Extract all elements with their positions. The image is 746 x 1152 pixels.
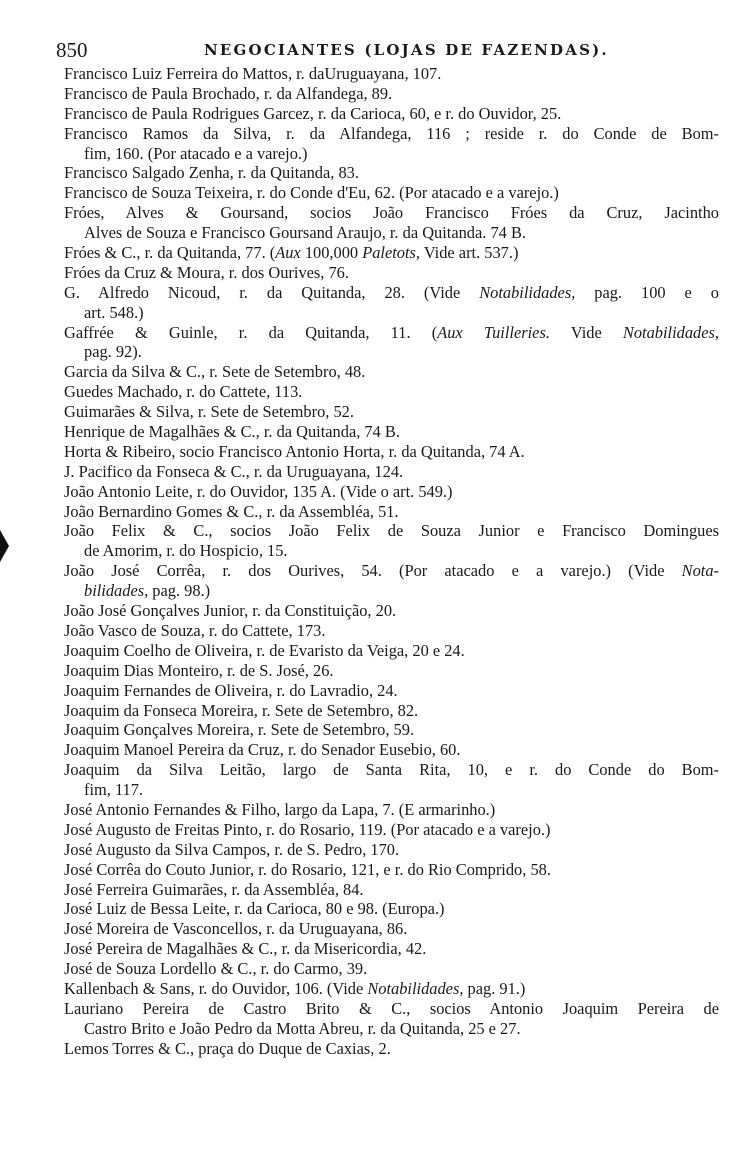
entry-text: José Moreira de Vasconcellos, r. da Uruguayana, 86. [64,919,408,939]
entry-text: José Pereira de Magalhães & C., r. da Misericordia, 42. [64,939,427,959]
entry-line [64,402,719,422]
entry-text: Joaquim Dias Monteiro, r. de S. José, 26. [64,660,334,680]
entry-line [64,840,719,860]
entry-line [64,442,719,462]
entry-line [64,999,719,1019]
directory-entry [64,283,719,323]
directory-entry [64,760,719,800]
entry-line [64,521,719,541]
entry-text: José Augusto de Freitas Pinto, r. do Rosario, 119. (Por atacado e a varejo.) [64,819,551,839]
directory-entry [64,720,719,740]
entry-line [64,163,719,183]
directory-entry [64,999,719,1039]
entry-line [64,701,719,721]
entry-continuation-line [64,223,719,243]
entry-line [64,362,719,382]
italic-text: Paletots, [362,243,421,263]
entry-line [64,502,719,522]
entry-text: pag. 100 e o [575,282,719,302]
directory-entry [64,899,719,919]
directory-entry [64,84,719,104]
italic-text: Notabilidades, [479,282,576,302]
entry-line [64,1039,719,1059]
entry-line [64,462,719,482]
entry-continuation-line [64,303,719,323]
entry-line [64,959,719,979]
directory-entry [64,701,719,721]
entry-line [64,919,719,939]
entry-text: Lauriano Pereira de Castro Brito & C., socios Antonio Joaquim Pereira de [64,998,719,1018]
entry-line [64,104,719,124]
entry-line [64,681,719,701]
directory-entry [64,820,719,840]
directory-entry [64,1039,719,1059]
entry-continuation-line [64,144,719,164]
directory-entry [64,183,719,203]
entry-text: Henrique de Magalhães & C., r. da Quitanda, 74 B. [64,422,400,442]
directory-entry [64,442,719,462]
entry-line [64,422,719,442]
page-header [56,38,718,64]
directory-entry [64,979,719,999]
entry-line [64,621,719,641]
directory-entry [64,561,719,601]
entry-text: Joaquim da Silva Leitão, largo de Santa Rita, 10, e r. do Conde do Bom- [64,760,719,780]
directory-entry [64,382,719,402]
entry-text: Joaquim Gonçalves Moreira, r. Sete de Setembro, 59. [64,720,415,740]
italic-text: bilidades, [84,581,149,601]
entry-line [64,860,719,880]
entry-continuation-line [64,780,719,800]
entry-line [64,382,719,402]
entry-text: Gaffrée & Guinle, r. da Quitanda, 11. ( [64,322,438,342]
entry-text: Vide [549,322,623,342]
entry-text: pag. 91.) [463,978,526,998]
directory-entry [64,681,719,701]
directory-entry [64,402,719,422]
entry-text: José Augusto da Silva Campos, r. de S. Pedro, 170. [64,839,400,859]
entry-continuation-line [64,342,719,362]
entry-text: Joaquim Manoel Pereira da Cruz, r. do Senador Eusebio, 60. [64,740,461,760]
entry-continuation-line [64,1019,719,1039]
entry-text: Kallenbach & Sans, r. do Ouvidor, 106. (Vide [64,978,368,998]
directory-entry [64,163,719,183]
directory-entry [64,641,719,661]
entry-line [64,283,719,303]
entry-text: Joaquim Coelho de Oliveira, r. de Evaristo da Veiga, 20 e 24. [64,640,465,660]
entry-text: João Vasco de Souza, r. do Cattete, 173. [64,620,326,640]
entry-line [64,720,719,740]
entry-line [64,561,719,581]
entry-text: Fróes & C., r. da Quitanda, 77. ( [64,243,276,263]
entry-continuation-line [64,581,719,601]
directory-entry [64,880,719,900]
entry-line [64,601,719,621]
directory-entry [64,840,719,860]
directory-entry [64,104,719,124]
entry-text: Horta & Ribeiro, socio Francisco Antonio Horta, r. da Quitanda, 74 A. [64,441,525,461]
directory-entry [64,740,719,760]
entry-text: José Ferreira Guimarães, r. da Assembléa, 84. [64,879,364,899]
italic-text: Aux Tuilleries. [437,322,550,342]
italic-text: Notabilidades, [622,322,719,342]
entry-text: de Amorim, r. do Hospicio, 15. [84,541,288,561]
entry-line [64,243,719,263]
entry-text: Guedes Machado, r. do Cattete, 113. [64,382,303,402]
scan-margin-mark [0,530,9,562]
entry-line [64,880,719,900]
directory-entry [64,621,719,641]
entry-text: art. 548.) [84,302,144,322]
entry-line [64,482,719,502]
entry-line [64,84,719,104]
directory-entry [64,601,719,621]
italic-text: Aux [275,243,301,263]
entry-text: José Luiz de Bessa Leite, r. da Carioca, 80 e 98. (Europa.) [64,899,445,919]
entry-text: Fróes da Cruz & Moura, r. dos Ourives, 76. [64,262,349,282]
entry-line [64,760,719,780]
directory-entry [64,521,719,561]
directory-entry [64,939,719,959]
entry-text: 100,000 [300,243,363,263]
entry-text: Joaquim da Fonseca Moreira, r. Sete de Setembro, 82. [64,700,419,720]
entry-text: Francisco Salgado Zenha, r. da Quitanda, 83. [64,163,359,183]
entry-text: Francisco de Souza Teixeira, r. do Conde d'Eu, 62. (Por atacado e a varejo.) [64,183,559,203]
entry-text: Joaquim Fernandes de Oliveira, r. do Lavradio, 24. [64,680,398,700]
entry-text: fim, 160. (Por atacado e a varejo.) [84,143,308,163]
directory-entry [64,243,719,263]
page-number: 850 [56,38,88,62]
entry-text: fim, 117. [84,780,144,800]
entry-text: João Antonio Leite, r. do Ouvidor, 135 A. (Vide o art. 549.) [64,481,453,501]
entry-line [64,899,719,919]
entry-text: José Antonio Fernandes & Filho, largo da Lapa, 7. (E armarinho.) [64,799,496,819]
entry-line [64,263,719,283]
entry-text: João José Corrêa, r. dos Ourives, 54. (Por atacado e a varejo.) (Vide [64,561,682,581]
entry-text: João Bernardino Gomes & C., r. da Assembléa, 51. [64,501,399,521]
page-title: NEGOCIANTES (LOJAS DE FAZENDAS). [204,41,609,59]
entry-text: João Felix & C., socios João Felix de Souza Junior e Francisco Domingues [64,521,719,541]
entry-text: pag. 92). [84,342,142,362]
directory-entry [64,203,719,243]
entry-text: Guimarães & Silva, r. Sete de Setembro, 52. [64,402,354,422]
directory-listing [64,64,719,1059]
entry-text: G. Alfredo Nicoud, r. da Quitanda, 28. (Vide [64,282,480,302]
entry-text: João José Gonçalves Junior, r. da Constituição, 20. [64,601,397,621]
entry-line [64,323,719,343]
entry-line [64,979,719,999]
entry-line [64,203,719,223]
italic-text: Notabilidades, [367,978,464,998]
entry-line [64,800,719,820]
directory-entry [64,482,719,502]
entry-text: Francisco Luiz Ferreira do Mattos, r. daUruguayana, 107. [64,64,442,83]
entry-line [64,939,719,959]
entry-continuation-line [64,541,719,561]
directory-entry [64,462,719,482]
directory-entry [64,502,719,522]
entry-text: J. Pacifico da Fonseca & C., r. da Uruguayana, 124. [64,461,404,481]
entry-text: Garcia da Silva & C., r. Sete de Setembro, 48. [64,362,366,382]
entry-text: Fróes, Alves & Goursand, socios João Francisco Fróes da Cruz, Jacintho [64,203,719,223]
directory-entry [64,860,719,880]
entry-line [64,740,719,760]
entry-text: Francisco Ramos da Silva, r. da Alfandega, 116 ; reside r. do Conde de Bom- [64,123,719,143]
directory-entry [64,362,719,382]
entry-text: Castro Brito e João Pedro da Motta Abreu, r. da Quitanda, 25 e 27. [84,1018,521,1038]
directory-entry [64,959,719,979]
entry-text: pag. 98.) [148,581,211,601]
entry-line [64,183,719,203]
entry-text: Francisco de Paula Brochado, r. da Alfandega, 89. [64,83,393,103]
entry-text: José Corrêa do Couto Junior, r. do Rosario, 121, e r. do Rio Comprido, 58. [64,859,551,879]
entry-line [64,64,719,84]
entry-line [64,124,719,144]
entry-text: Francisco de Paula Rodrigues Garcez, r. da Carioca, 60, e r. do Ouvidor, 25. [64,103,562,123]
italic-text: Nota- [681,561,719,581]
directory-entry [64,263,719,283]
entry-line [64,820,719,840]
entry-text: Alves de Souza e Francisco Goursand Araujo, r. da Quitanda. 74 B. [84,223,526,243]
directory-entry [64,124,719,164]
directory-entry [64,64,719,84]
entry-text: Lemos Torres & C., praça do Duque de Caxias, 2. [64,1038,391,1058]
entry-text: Vide art. 537.) [420,243,519,263]
directory-entry [64,323,719,363]
directory-entry [64,919,719,939]
entry-line [64,661,719,681]
directory-entry [64,422,719,442]
directory-entry [64,800,719,820]
entry-line [64,641,719,661]
directory-entry [64,661,719,681]
entry-text: José de Souza Lordello & C., r. do Carmo, 39. [64,959,368,979]
